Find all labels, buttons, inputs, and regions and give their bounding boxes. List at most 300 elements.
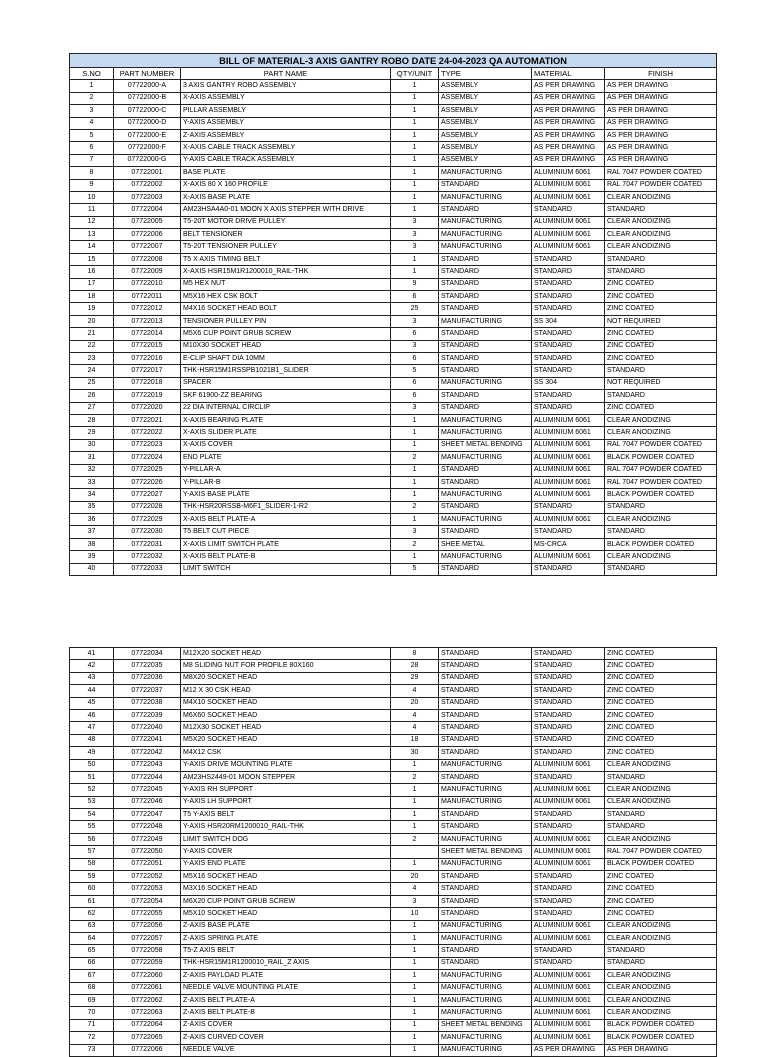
cell-type: ASSEMBLY [439,105,532,117]
cell-part-name: BASE PLATE [181,167,391,179]
cell-material: STANDARD [532,303,605,315]
cell-part-name: NEEDLE VALVE MOUNTING PLATE [181,982,391,994]
table-row [70,563,717,575]
table-row [70,1032,717,1044]
cell-part-number: 07722033 [114,563,181,575]
cell-part-number: 07722027 [114,489,181,501]
cell-type: STANDARD [439,672,532,684]
cell-qty: 1 [391,191,439,203]
cell-sno: 29 [70,427,114,439]
cell-material: ALUMINIUM 6061 [532,796,605,808]
table-row [70,932,717,944]
cell-material: STANDARD [532,722,605,734]
table-row [70,501,717,513]
cell-sno: 33 [70,476,114,488]
cell-qty: 1 [391,129,439,141]
cell-part-number: 07722024 [114,452,181,464]
cell-qty: 1 [391,464,439,476]
cell-type: STANDARD [439,734,532,746]
cell-sno: 69 [70,994,114,1006]
bom-sheet-page-1 [69,53,716,576]
cell-material: ALUMINIUM 6061 [532,179,605,191]
cell-finish: STANDARD [605,266,717,278]
cell-sno: 9 [70,179,114,191]
cell-sno: 31 [70,452,114,464]
table-row [70,216,717,228]
cell-sno: 26 [70,390,114,402]
cell-material: AS PER DRAWING [532,1044,605,1056]
cell-part-number: 07722010 [114,278,181,290]
cell-type: STANDARD [439,253,532,265]
cell-part-number: 07722056 [114,920,181,932]
cell-type: STANDARD [439,883,532,895]
cell-qty: 1 [391,957,439,969]
cell-finish: ZINC COATED [605,402,717,414]
cell-finish: AS PER DRAWING [605,92,717,104]
cell-type: STANDARD [439,266,532,278]
cell-finish: STANDARD [605,563,717,575]
cell-sno: 50 [70,759,114,771]
cell-qty: 3 [391,315,439,327]
cell-part-name: Y-AXIS RH SUPPORT [181,784,391,796]
cell-qty: 1 [391,970,439,982]
cell-sno: 1 [70,80,114,92]
cell-finish: ZINC COATED [605,278,717,290]
cell-sno: 11 [70,204,114,216]
cell-part-number: 07722052 [114,871,181,883]
cell-part-name: SPACER [181,377,391,389]
header-part-number: PART NUMBER [114,68,181,80]
cell-material: AS PER DRAWING [532,105,605,117]
table-row [70,697,717,709]
cell-type: ASSEMBLY [439,142,532,154]
bom-sheet-page-2 [69,647,716,1057]
cell-part-number: 07722007 [114,241,181,253]
table-row [70,390,717,402]
cell-finish: STANDARD [605,204,717,216]
table-row [70,660,717,672]
cell-finish: NOT REQUIRED [605,315,717,327]
table-row [70,809,717,821]
cell-sno: 4 [70,117,114,129]
cell-finish: ZINC COATED [605,709,717,721]
cell-qty: 2 [391,452,439,464]
cell-sno: 5 [70,129,114,141]
cell-part-number: 07722013 [114,315,181,327]
table-row [70,303,717,315]
cell-finish: NOT REQUIRED [605,377,717,389]
cell-type: MANUFACTURING [439,970,532,982]
cell-part-name: Y-AXIS ASSEMBLY [181,117,391,129]
cell-sno: 35 [70,501,114,513]
cell-finish: CLEAR ANODIZING [605,229,717,241]
bom-title: BILL OF MATERIAL-3 AXIS GANTRY ROBO DATE 24-04-2023 QA AUTOMATION [70,54,717,68]
table-row [70,551,717,563]
cell-finish: CLEAR ANODIZING [605,920,717,932]
cell-finish: STANDARD [605,501,717,513]
cell-part-number: 07722065 [114,1032,181,1044]
cell-part-name: T5-Z AXIS BELT [181,945,391,957]
cell-part-number: 07722016 [114,352,181,364]
cell-finish: CLEAR ANODIZING [605,514,717,526]
cell-qty: 1 [391,476,439,488]
cell-type: ASSEMBLY [439,80,532,92]
cell-material: STANDARD [532,945,605,957]
cell-type: MANUFACTURING [439,1032,532,1044]
cell-material: STANDARD [532,660,605,672]
table-row [70,278,717,290]
header-finish: FINISH [605,68,717,80]
cell-finish: BLACK POWDER COATED [605,489,717,501]
cell-sno: 38 [70,538,114,550]
cell-sno: 36 [70,514,114,526]
cell-qty: 1 [391,994,439,1006]
cell-material: ALUMINIUM 6061 [532,191,605,203]
cell-material: STANDARD [532,957,605,969]
table-row [70,1007,717,1019]
table-row [70,821,717,833]
cell-finish: CLEAR ANODIZING [605,551,717,563]
cell-finish: ZINC COATED [605,648,717,660]
cell-type: MANUFACTURING [439,191,532,203]
cell-part-name: THK-HSR20RSSB-M6F1_SLIDER-1-R2 [181,501,391,513]
cell-material: ALUMINIUM 6061 [532,970,605,982]
cell-qty: 8 [391,648,439,660]
table-row [70,722,717,734]
cell-part-number: 07722039 [114,709,181,721]
cell-material: STANDARD [532,291,605,303]
cell-sno: 55 [70,821,114,833]
cell-qty: 4 [391,883,439,895]
cell-material: STANDARD [532,908,605,920]
cell-material: STANDARD [532,809,605,821]
table-row [70,414,717,426]
cell-material: ALUMINIUM 6061 [532,932,605,944]
cell-qty: 1 [391,439,439,451]
cell-qty: 3 [391,216,439,228]
cell-material: AS PER DRAWING [532,80,605,92]
cell-type: ASSEMBLY [439,129,532,141]
cell-material: ALUMINIUM 6061 [532,1007,605,1019]
cell-sno: 3 [70,105,114,117]
cell-part-name: T5 Y-AXIS BELT [181,809,391,821]
cell-type: STANDARD [439,501,532,513]
cell-part-number: 07722050 [114,846,181,858]
cell-type: SHEET METAL BENDING [439,1019,532,1031]
cell-part-name: Z-AXIS CURVED COVER [181,1032,391,1044]
cell-part-name: Z-AXIS BELT PLATE-B [181,1007,391,1019]
cell-part-name: LIMIT SWITCH DOG [181,833,391,845]
cell-part-number: 07722034 [114,648,181,660]
cell-qty: 1 [391,514,439,526]
cell-sno: 54 [70,809,114,821]
cell-qty: 30 [391,747,439,759]
cell-part-name: Z-AXIS BELT PLATE-A [181,994,391,1006]
cell-material: STANDARD [532,709,605,721]
cell-finish: STANDARD [605,253,717,265]
cell-qty [391,846,439,858]
cell-qty: 1 [391,858,439,870]
cell-sno: 21 [70,328,114,340]
table-row [70,747,717,759]
table-row [70,895,717,907]
cell-finish: AS PER DRAWING [605,129,717,141]
cell-sno: 25 [70,377,114,389]
cell-part-number: 07722061 [114,982,181,994]
cell-qty: 10 [391,908,439,920]
cell-qty: 1 [391,821,439,833]
cell-material: ALUMINIUM 6061 [532,229,605,241]
cell-qty: 25 [391,303,439,315]
cell-sno: 42 [70,660,114,672]
table-row [70,685,717,697]
cell-part-number: 07722023 [114,439,181,451]
cell-sno: 47 [70,722,114,734]
cell-type: STANDARD [439,365,532,377]
cell-sno: 16 [70,266,114,278]
cell-type: STANDARD [439,660,532,672]
cell-qty: 20 [391,871,439,883]
cell-material: STANDARD [532,402,605,414]
cell-type: ASSEMBLY [439,92,532,104]
cell-part-name: T5 BELT CUT PIECE [181,526,391,538]
cell-qty: 1 [391,551,439,563]
cell-sno: 41 [70,648,114,660]
cell-finish: STANDARD [605,771,717,783]
table-row [70,452,717,464]
cell-part-name: M10X30 SOCKET HEAD [181,340,391,352]
table-row [70,117,717,129]
cell-type: STANDARD [439,945,532,957]
table-row [70,92,717,104]
cell-part-number: 07722026 [114,476,181,488]
cell-part-number: 07722019 [114,390,181,402]
cell-qty: 1 [391,105,439,117]
cell-part-number: 07722054 [114,895,181,907]
cell-sno: 12 [70,216,114,228]
cell-part-name: THK-HSR15M1RSSPB1021B1_SLIDER [181,365,391,377]
bom-table-page-1 [69,53,717,576]
cell-type: MANUFACTURING [439,982,532,994]
cell-finish: RAL 7047 POWDER COATED [605,846,717,858]
cell-finish: ZINC COATED [605,871,717,883]
cell-qty: 20 [391,697,439,709]
cell-sno: 6 [70,142,114,154]
cell-part-number: 07722051 [114,858,181,870]
cell-sno: 19 [70,303,114,315]
cell-finish: CLEAR ANODIZING [605,994,717,1006]
cell-material: STANDARD [532,563,605,575]
cell-sno: 70 [70,1007,114,1019]
cell-type: MANUFACTURING [439,414,532,426]
table-row [70,191,717,203]
cell-part-name: M4X10 SOCKET HEAD [181,697,391,709]
cell-qty: 1 [391,80,439,92]
header-type: TYPE [439,68,532,80]
cell-material: AS PER DRAWING [532,142,605,154]
cell-part-name: THK-HSR15M1R1200010_RAIL_Z AXIS [181,957,391,969]
cell-type: STANDARD [439,352,532,364]
cell-part-number: 07722000-C [114,105,181,117]
cell-material: AS PER DRAWING [532,154,605,166]
cell-finish: CLEAR ANODIZING [605,796,717,808]
cell-type: SHEE METAL [439,538,532,550]
cell-sno: 24 [70,365,114,377]
cell-finish: RAL 7047 POWDER COATED [605,464,717,476]
cell-type: STANDARD [439,291,532,303]
cell-qty: 1 [391,784,439,796]
cell-material: ALUMINIUM 6061 [532,476,605,488]
cell-part-number: 07722030 [114,526,181,538]
cell-qty: 1 [391,809,439,821]
cell-qty: 3 [391,526,439,538]
cell-finish: RAL 7047 POWDER COATED [605,476,717,488]
table-row [70,796,717,808]
cell-qty: 4 [391,709,439,721]
header-row [70,68,717,80]
cell-part-name: END PLATE [181,452,391,464]
cell-qty: 1 [391,796,439,808]
cell-finish: STANDARD [605,365,717,377]
cell-sno: 66 [70,957,114,969]
table-row [70,526,717,538]
cell-material: STANDARD [532,747,605,759]
cell-finish: CLEAR ANODIZING [605,833,717,845]
cell-qty: 1 [391,167,439,179]
cell-material: ALUMINIUM 6061 [532,464,605,476]
title-row [70,54,717,68]
cell-qty: 1 [391,932,439,944]
cell-finish: STANDARD [605,809,717,821]
cell-sno: 46 [70,709,114,721]
cell-type: MANUFACTURING [439,216,532,228]
cell-sno: 18 [70,291,114,303]
cell-part-name: Y-PILLAR-A [181,464,391,476]
cell-qty: 6 [391,390,439,402]
cell-material: STANDARD [532,734,605,746]
cell-type: SHEET METAL BENDING [439,846,532,858]
cell-qty: 3 [391,895,439,907]
cell-part-number: 07722015 [114,340,181,352]
cell-sno: 17 [70,278,114,290]
cell-sno: 39 [70,551,114,563]
cell-sno: 10 [70,191,114,203]
table-row [70,957,717,969]
cell-qty: 1 [391,489,439,501]
cell-material: STANDARD [532,501,605,513]
cell-part-number: 07722001 [114,167,181,179]
cell-part-name: X-AXIS ASSEMBLY [181,92,391,104]
table-row [70,1044,717,1056]
cell-type: STANDARD [439,709,532,721]
table-row [70,734,717,746]
cell-type: MANUFACTURING [439,167,532,179]
cell-material: STANDARD [532,685,605,697]
cell-finish: CLEAR ANODIZING [605,970,717,982]
cell-part-number: 07722048 [114,821,181,833]
table-row [70,439,717,451]
cell-finish: ZINC COATED [605,908,717,920]
cell-qty: 1 [391,945,439,957]
cell-type: MANUFACTURING [439,920,532,932]
table-row [70,427,717,439]
cell-type: MANUFACTURING [439,796,532,808]
cell-type: MANUFACTURING [439,514,532,526]
cell-finish: CLEAR ANODIZING [605,427,717,439]
table-row [70,858,717,870]
cell-type: STANDARD [439,809,532,821]
table-row [70,266,717,278]
cell-part-number: 07722000-F [114,142,181,154]
cell-type: STANDARD [439,328,532,340]
cell-material: ALUMINIUM 6061 [532,846,605,858]
table-row [70,402,717,414]
cell-part-name: M12X30 SOCKET HEAD [181,722,391,734]
cell-material: STANDARD [532,895,605,907]
cell-type: MANUFACTURING [439,1044,532,1056]
cell-material: STANDARD [532,871,605,883]
cell-part-name: Y-AXIS CABLE TRACK ASSEMBLY [181,154,391,166]
cell-part-number: 07722003 [114,191,181,203]
cell-type: MANUFACTURING [439,994,532,1006]
cell-part-number: 07722012 [114,303,181,315]
cell-sno: 71 [70,1019,114,1031]
cell-part-number: 07722032 [114,551,181,563]
cell-part-number: 07722041 [114,734,181,746]
cell-finish: STANDARD [605,526,717,538]
cell-part-number: 07722036 [114,672,181,684]
cell-finish: ZINC COATED [605,747,717,759]
cell-part-name: X-AXIS SLIDER PLATE [181,427,391,439]
cell-finish: BLACK POWDER COATED [605,858,717,870]
cell-sno: 2 [70,92,114,104]
cell-part-name: Y-AXIS DRIVE MOUNTING PLATE [181,759,391,771]
cell-finish: ZINC COATED [605,328,717,340]
cell-part-number: 07722037 [114,685,181,697]
cell-part-name: Z-AXIS ASSEMBLY [181,129,391,141]
table-row [70,833,717,845]
cell-type: STANDARD [439,340,532,352]
cell-type: MANUFACTURING [439,427,532,439]
cell-part-name: M5X20 SOCKET HEAD [181,734,391,746]
cell-material: STANDARD [532,253,605,265]
cell-part-number: 07722059 [114,957,181,969]
table-row [70,167,717,179]
table-row [70,982,717,994]
cell-type: STANDARD [439,895,532,907]
cell-qty: 3 [391,402,439,414]
cell-finish: AS PER DRAWING [605,154,717,166]
cell-sno: 59 [70,871,114,883]
cell-part-number: 07722000-E [114,129,181,141]
cell-part-number: 07722043 [114,759,181,771]
cell-part-number: 07722006 [114,229,181,241]
cell-part-name: TENSIONER PULLEY PIN [181,315,391,327]
cell-part-number: 07722064 [114,1019,181,1031]
cell-material: STANDARD [532,526,605,538]
table-row [70,908,717,920]
cell-qty: 6 [391,291,439,303]
cell-finish: STANDARD [605,390,717,402]
table-row [70,129,717,141]
cell-finish: AS PER DRAWING [605,142,717,154]
cell-finish: AS PER DRAWING [605,117,717,129]
cell-material: ALUMINIUM 6061 [532,167,605,179]
cell-part-number: 07722066 [114,1044,181,1056]
cell-part-name: M4X12 CSK [181,747,391,759]
cell-qty: 4 [391,722,439,734]
cell-finish: CLEAR ANODIZING [605,932,717,944]
